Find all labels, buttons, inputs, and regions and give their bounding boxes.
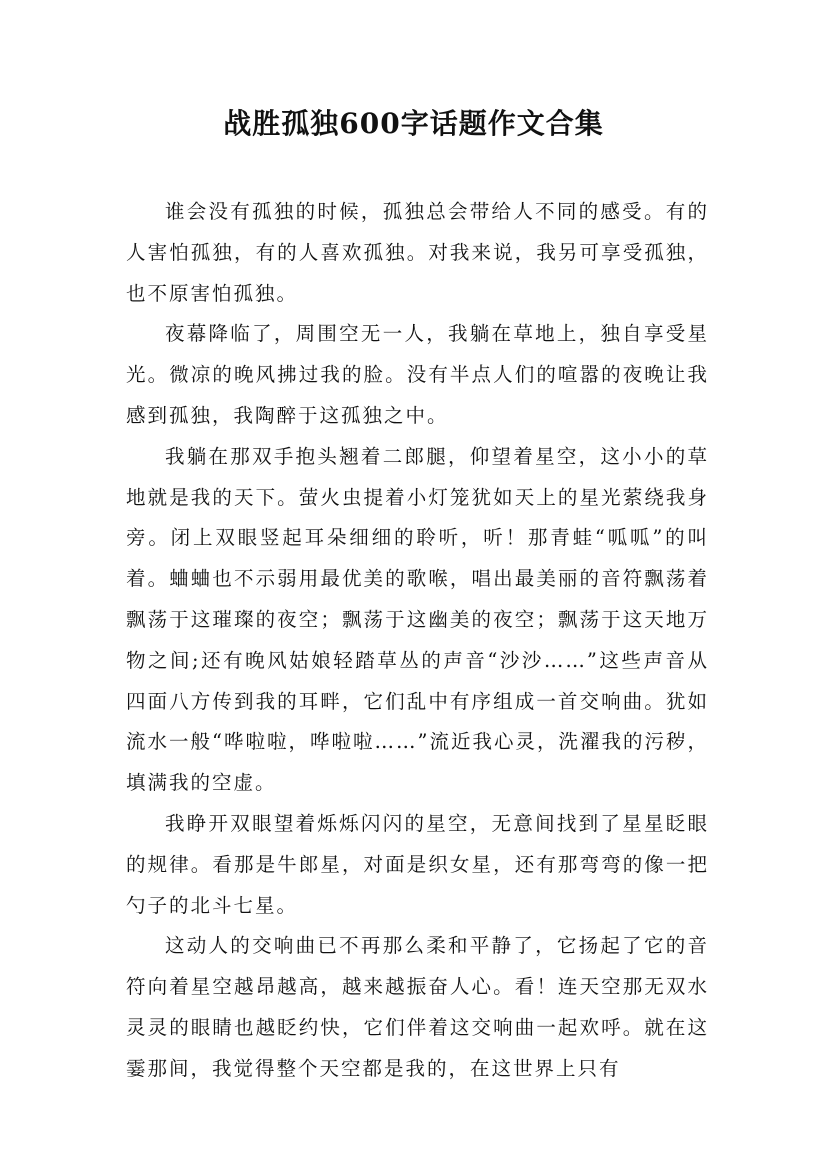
paragraph-3: 我躺在那双手抱头翘着二郎腿，仰望着星空，这小小的草地就是我的天下。萤火虫提着小灯笼犹如天上的星光萦绕我身旁。闭上双眼竖起耳朵细细的聆听，听！那青蛙“呱呱”的叫着。蛐蛐也不示弱用最优美的歌喉，唱出最美丽的音符飘荡着飘荡于这璀璨的夜空；飘荡于这幽美的夜空；飘荡于这天地万物之间;还有晚风姑娘轻踏草丛的声音“沙沙……”这些声音从四面八方传到我的耳畔，它们乱中有序组成一首交响曲。犹如流水一般“哗啦啦，哗啦啦……”流近我心灵，洗濯我的污秽，填满我的空虚。: [126, 444, 709, 795]
paragraph-5: 这动人的交响曲已不再那么柔和平静了，它扬起了它的音符向着星空越昂越高，越来越振奋人心。看！连天空那无双水灵灵的眼睛也越眨约快，它们伴着这交响曲一起欢呼。就在这霎那间，我觉得整个天空都是我的，在这世界上只有: [126, 934, 709, 1080]
paragraph-2: 夜幕降临了，周围空无一人，我躺在草地上，独自享受星光。微凉的晚风拂过我的脸。没有半点人们的喧嚣的夜晚让我感到孤独，我陶醉于这孤独之中。: [126, 322, 709, 427]
essay-body: [126, 192, 709, 1090]
paragraph-4: 我睁开双眼望着烁烁闪闪的星空，无意间找到了星星眨眼的规律。看那是牛郎星，对面是织女星，还有那弯弯的像一把勺子的北斗七星。: [126, 811, 709, 917]
paragraph-1: 谁会没有孤独的时候，孤独总会带给人不同的感受。有的人害怕孤独，有的人喜欢孤独。对我来说，我另可享受孤独，也不原害怕孤独。: [126, 200, 709, 305]
document-title: 战胜孤独600字话题作文合集: [223, 107, 604, 140]
